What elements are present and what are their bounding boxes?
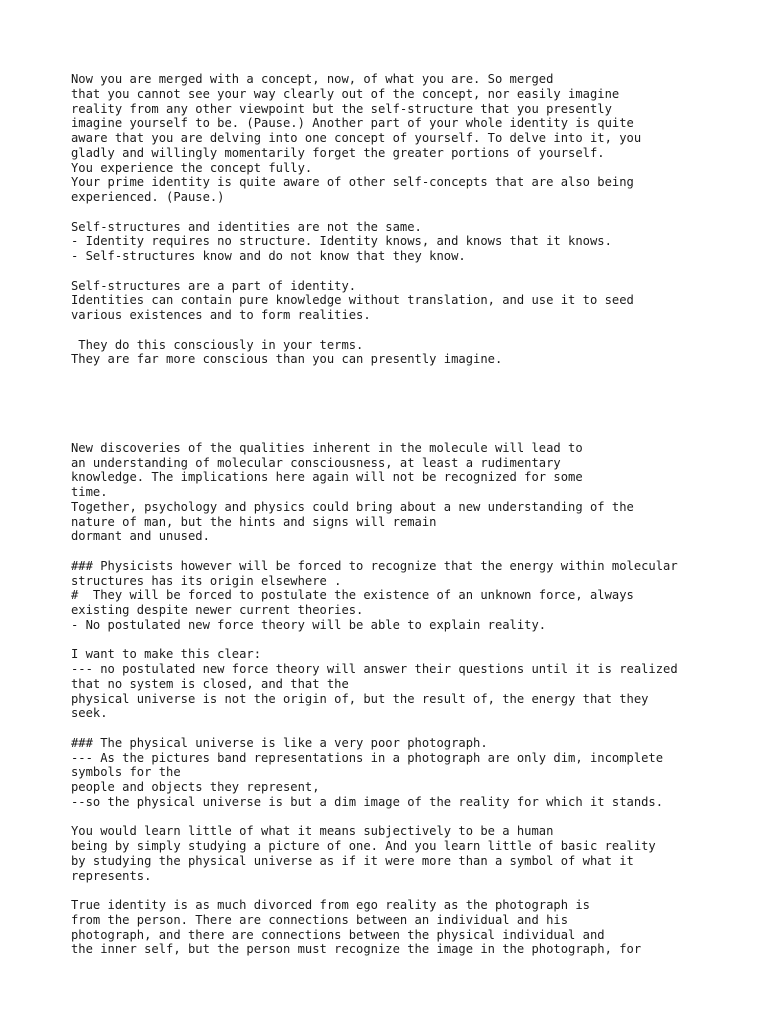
- text-line: from the person. There are connections between an individual and his: [71, 912, 569, 927]
- text-line: people and objects they represent,: [71, 780, 320, 794]
- text-line: ### The physical universe is like a very poor photograph.: [71, 735, 488, 750]
- text-line: symbols for the: [71, 765, 181, 780]
- text-line: gladly and willingly momentarily forget the greater portions of yourself.: [71, 145, 605, 160]
- paragraph: [71, 338, 751, 368]
- text-line: Self-structures are a part of identity.: [71, 278, 357, 293]
- text-line: True identity is as much divorced from ego reality as the photograph is: [71, 898, 590, 912]
- text-line: seek.: [71, 706, 108, 721]
- text-line: time.: [71, 485, 108, 499]
- text-line: that no system is closed, and that the: [71, 676, 349, 691]
- paragraph: [71, 736, 751, 810]
- text-line: I want to make this clear:: [71, 647, 262, 662]
- text-line: New discoveries of the qualities inherent in the molecule will lead to: [71, 440, 583, 455]
- paragraph: [71, 559, 751, 633]
- text-line: reality from any other viewpoint but the self-structure that you presently: [71, 101, 612, 116]
- text-line: You experience the concept fully.: [71, 160, 313, 175]
- text-line: experienced. (Pause.): [71, 190, 225, 204]
- text-line: existing despite newer current theories.: [71, 603, 364, 617]
- paragraph: [71, 898, 751, 957]
- text-line: --- As the pictures band representations in a photograph are only dim, incomplete: [71, 750, 664, 765]
- document-body: [71, 72, 751, 972]
- text-line: You would learn little of what it means subjectively to be a human: [71, 824, 554, 839]
- paragraph: [71, 647, 751, 721]
- text-line: # They will be forced to postulate the existence of an unknown force, always: [71, 588, 634, 603]
- text-line: aware that you are delving into one concept of yourself. To delve into it, you: [71, 131, 642, 145]
- paragraph: [71, 441, 751, 544]
- text-line: nature of man, but the hints and signs will remain: [71, 514, 437, 529]
- text-line: imagine yourself to be. (Pause.) Another part of your whole identity is quite: [71, 116, 634, 131]
- text-line: Identities can contain pure knowledge without translation, and use it to seed: [71, 293, 634, 308]
- text-line: various existences and to form realities.: [71, 308, 371, 322]
- text-line: - Self-structures know and do not know that they know.: [71, 249, 466, 263]
- text-line: They are far more conscious than you can presently imagine.: [71, 352, 503, 367]
- text-line: physical universe is not the origin of, but the result of, the energy that they: [71, 691, 649, 706]
- paragraph: [71, 72, 751, 205]
- paragraph: [71, 824, 751, 883]
- text-line: --so the physical universe is but a dim image of the reality for which it stands.: [71, 794, 664, 809]
- text-line: Self-structures and identities are not the same.: [71, 219, 422, 234]
- text-line: Now you are merged with a concept, now, of what you are. So merged: [71, 72, 554, 86]
- text-line: represents.: [71, 868, 152, 883]
- text-line: by studying the physical universe as if it were more than a symbol of what it: [71, 853, 634, 868]
- text-line: ### Physicists however will be forced to recognize that the energy within molecular: [71, 558, 678, 573]
- text-line: They do this consciously in your terms.: [71, 337, 364, 352]
- text-line: dormant and unused.: [71, 529, 210, 544]
- text-line: structures has its origin elsewhere .: [71, 573, 342, 588]
- text-line: that you cannot see your way clearly out of the concept, nor easily imagine: [71, 86, 620, 101]
- text-line: Your prime identity is quite aware of other self-concepts that are also being: [71, 175, 634, 190]
- text-line: Together, psychology and physics could bring about a new understanding of the: [71, 499, 634, 514]
- text-line: an understanding of molecular consciousness, at least a rudimentary: [71, 455, 561, 470]
- text-line: - Identity requires no structure. Identity knows, and knows that it knows.: [71, 234, 612, 249]
- paragraph: [71, 220, 751, 264]
- text-line: photograph, and there are connections between the physical individual and: [71, 927, 605, 942]
- text-line: the inner self, but the person must recognize the image in the photograph, for: [71, 942, 642, 957]
- text-line: - No postulated new force theory will be able to explain reality.: [71, 617, 547, 632]
- paragraph: [71, 279, 751, 323]
- text-line: --- no postulated new force theory will answer their questions until it is realized: [71, 662, 678, 676]
- text-line: knowledge. The implications here again will not be recognized for some: [71, 470, 583, 485]
- text-line: being by simply studying a picture of one. And you learn little of basic reality: [71, 839, 656, 853]
